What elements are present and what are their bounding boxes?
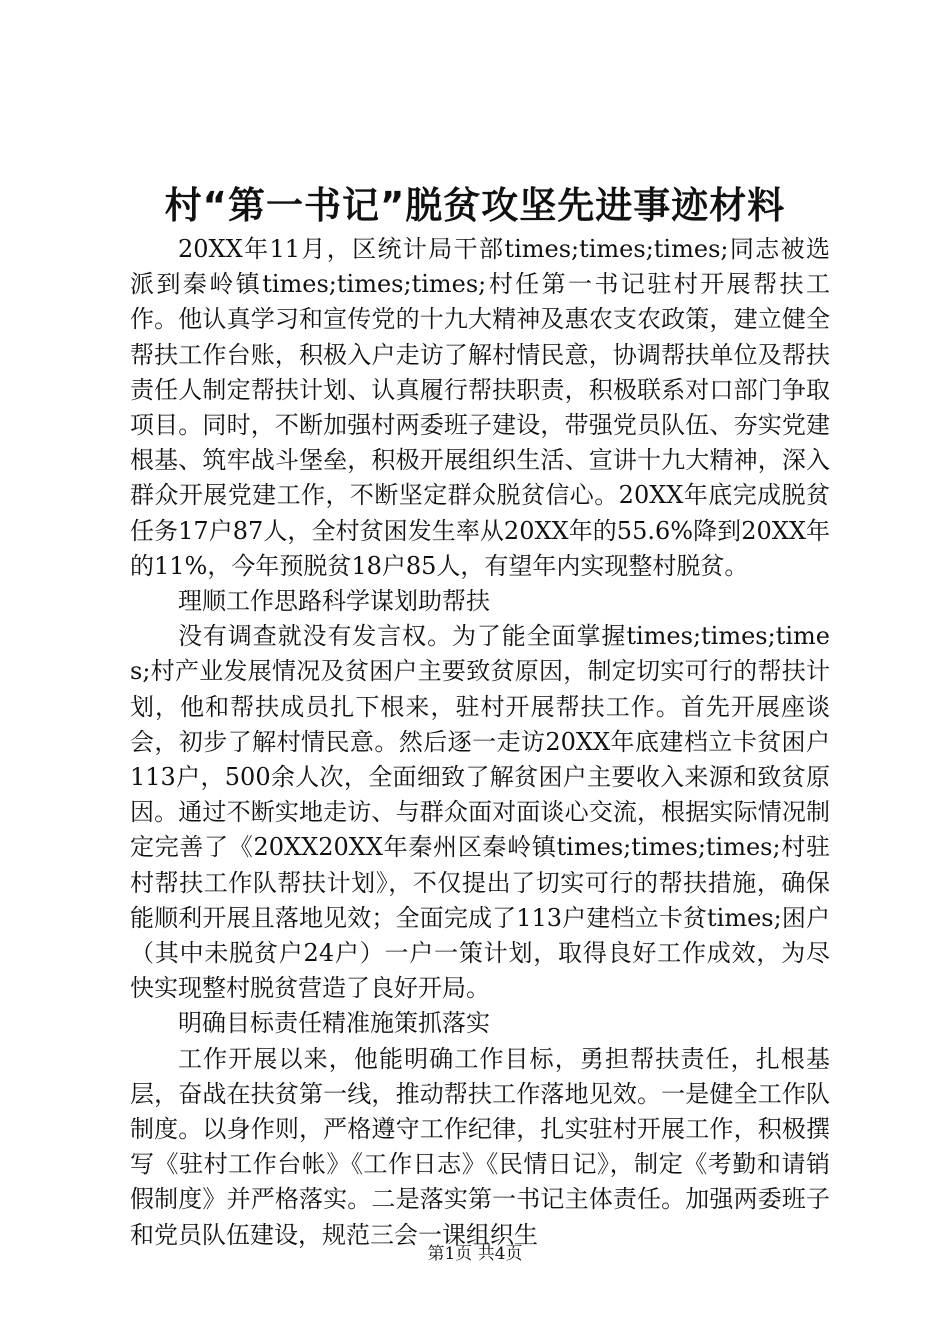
document-body: [130, 232, 830, 1253]
section-heading-2: 明确目标责任精准施策抓落实: [178, 1009, 490, 1038]
document-title: 村“第一书记”脱贫攻坚先进事迹材料: [164, 184, 786, 227]
paragraph-intro: 20XX年11月，区统计局干部times;times;times;同志被选派到秦岭镇times;times;times;村任第一书记驻村开展帮扶工作。他认真学习和宣传党的十九大精神及惠农支农政策，建立健全帮扶工作台账，积极入户走访了解村情民意，协调帮扶单位及帮扶责任人制定帮扶计划、认真履行帮扶职责，积极联系对口部门争取项目。同时，不断加强村两委班子建设，带强党员队伍、夯实党建根基、筑牢战斗堡垒，积极开展组织生活、宣讲十九大精神，深入群众开展党建工作，不断坚定群众脱贫信心。20XX年底完成脱贫任务17户87人，全村贫困发生率从20XX年的55.6%降到20XX年的11%，今年预脱贫18户85人，有望年内实现整村脱贫。: [130, 235, 830, 580]
section-heading-1: 理顺工作思路科学谋划助帮扶: [178, 587, 490, 616]
paragraph-section-1: 没有调查就没有发言权。为了能全面掌握times;times;times;村产业发展情况及贫困户主要致贫原因，制定切实可行的帮扶计划，他和帮扶成员扎下根来，驻村开展帮扶工作。首先开展座谈会，初步了解村情民意。然后逐一走访20XX年底建档立卡贫困户113户，500余人次，全面细致了解贫困户主要收入来源和致贫原因。通过不断实地走访、与群众面对面谈心交流，根据实际情况制定完善了《20XX20XX年秦州区秦岭镇times;times;times;村驻村帮扶工作队帮扶计划》，不仅提出了切实可行的帮扶措施，确保能顺利开展且落地见效；全面完成了113户建档立卡贫times;困户（其中未脱贫户24户）一户一策计划，取得良好工作成效，为尽快实现整村脱贫营造了良好开局。: [130, 622, 830, 1003]
paragraph-section-2: 工作开展以来，他能明确工作目标，勇担帮扶责任，扎根基层，奋战在扶贫第一线，推动帮扶工作落地见效。一是健全工作队制度。以身作则，严格遵守工作纪律，扎实驻村开展工作，积极撰写《驻村工作台帐》《工作日志》《民情日记》，制定《考勤和请销假制度》并严格落实。二是落实第一书记主体责任。加强两委班子和党员队伍建设，规范三会一课组织生: [130, 1044, 830, 1249]
page-number-footer: 第1页 共4页: [427, 1244, 523, 1264]
